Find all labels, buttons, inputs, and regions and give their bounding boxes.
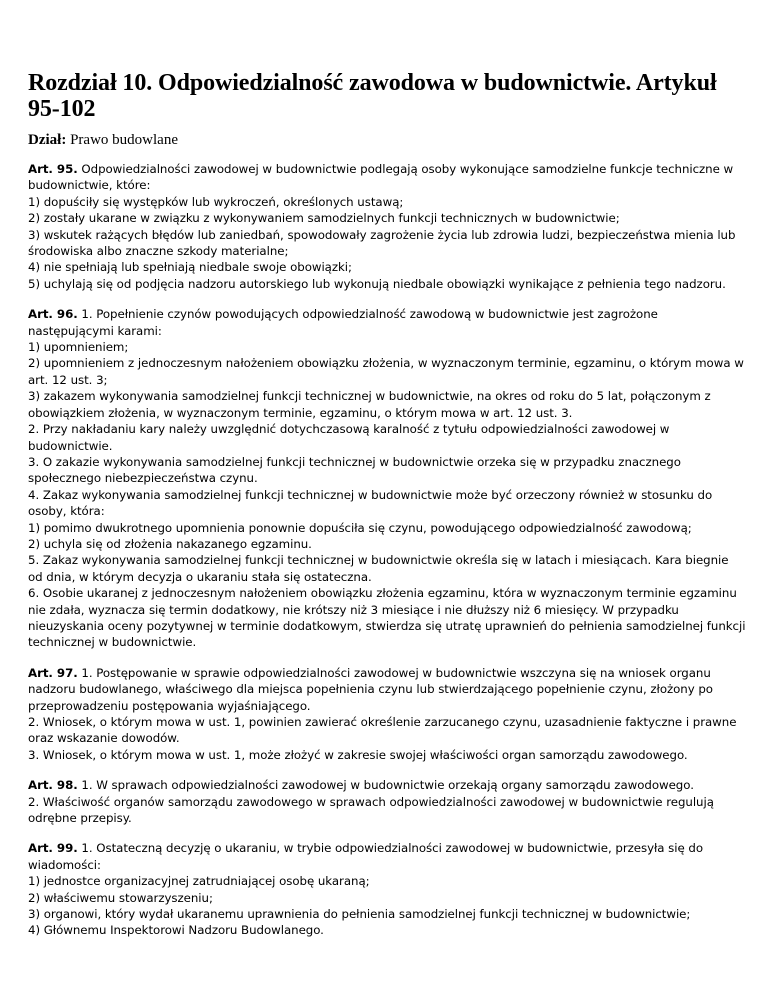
article-line: 1) pomimo dwukrotnego upomnienia ponownie dopuściła się czynu, powodującego odpowiedzialność zawodową; (28, 520, 692, 535)
article-99 (28, 840, 746, 938)
article-line: 2) właściwemu stowarzyszeniu; (28, 890, 213, 905)
article-96 (28, 306, 746, 651)
article-line: 2. Wniosek, o którym mowa w ust. 1, powinien zawierać określenie zarzucanego czynu, uzasadnienie faktyczne i prawne oraz wskazanie dowodów. (28, 715, 737, 746)
article-intro (28, 841, 703, 871)
article-line: 4) nie spełniają lub spełniają niedbale swoje obowiązki; (28, 260, 352, 275)
article-intro-text: 1. W sprawach odpowiedzialności zawodowej w budownictwie orzekają organy samorządu zawodowego. (81, 778, 694, 793)
article-line: 1) jednostce organizacyjnej zatrudniającej osobę ukaraną; (28, 874, 370, 889)
article-intro (28, 162, 733, 192)
article-line: 3) organowi, który wydał ukaranemu uprawnienia do pełnienia samodzielnej funkcji technicznej w budownictwie; (28, 907, 691, 922)
article-label: Art. 97. (28, 665, 78, 680)
article-intro-text: 1. Ostateczną decyzję o ukaraniu, w trybie odpowiedzialności zawodowej w budownictwie, przesyła się do wiadomości: (28, 841, 704, 872)
articles-list (28, 161, 746, 939)
article-line: 2) uchyla się od złożenia nakazanego egzaminu. (28, 536, 312, 551)
article-label: Art. 99. (28, 841, 78, 856)
page-title: Rozdział 10. Odpowiedzialność zawodowa w budownictwie. Artykuł 95-102 (28, 70, 717, 122)
article-intro-text: 1. Popełnienie czynów powodujących odpowiedzialność zawodową w budownictwie jest zagrożone następującymi karami: (28, 307, 658, 338)
article-line: 3. O zakazie wykonywania samodzielnej funkcji technicznej w budownictwie orzeka się w przypadku znacznego społecznego niebezpieczeństwa czynu. (28, 454, 681, 486)
article-line: 3) zakazem wykonywania samodzielnej funkcji technicznej w budownictwie, na okres od roku do 5 lat, połączonym z obowiązkiem złożenia, w wyznaczonym terminie, egzaminu, o którym mowa w art. 12 ust. 3. (28, 389, 711, 420)
article-line: 6. Osobie ukaranej z jednoczesnym nałożeniem obowiązku złożenia egzaminu, która w wyznaczonym terminie egzaminu nie zdała, wyznacza się termin dodatkowy, nie krótszy niż 3 miesiące i nie dłuższy niż 6 miesięcy. W przypadku nieuzyskania oceny pozytywnej w terminie dodatkowym, stwierdza się utratę uprawnień do pełnienia samodzielnej funkcji technicznej w budownictwie. (28, 586, 746, 650)
article-line: 2) zostały ukarane w związku z wykonywaniem samodzielnych funkcji technicznych w budownictwie; (28, 211, 620, 226)
article-95 (28, 161, 746, 292)
article-label: Art. 96. (28, 307, 78, 322)
article-line: 1) dopuściły się występków lub wykroczeń, określonych ustawą; (28, 194, 404, 209)
article-intro-text: 1. Postępowanie w sprawie odpowiedzialności zawodowej w budownictwie wszczyna się na wniosek organu nadzoru budowlanego, właściwego dla miejsca popełnienia czynu lub stwierdzającego popełnienie czynu, złożony po przeprowadzeniu postępowania wyjaśniającego. (28, 665, 713, 713)
article-intro (28, 307, 658, 337)
article-line: 2) upomnieniem z jednoczesnym nałożeniem obowiązku złożenia, w wyznaczonym terminie, egzaminu, o którym mowa w art. 12 ust. 3; (28, 356, 744, 387)
article-intro-text: Odpowiedzialności zawodowej w budownictwie podlegają osoby wykonujące samodzielne funkcje techniczne w budownictwie, które: (28, 162, 734, 193)
section-value: Prawo budowlane (70, 132, 178, 148)
article-line: 3. Wniosek, o którym mowa w ust. 1, może złożyć w zakresie swojej właściwości organ samorządu zawodowego. (28, 747, 688, 762)
article-line: 1) upomnieniem; (28, 340, 129, 355)
article-line: 4) Głównemu Inspektorowi Nadzoru Budowlanego. (28, 923, 324, 938)
article-label: Art. 98. (28, 778, 78, 793)
article-intro (28, 666, 713, 713)
article-line: 4. Zakaz wykonywania samodzielnej funkcji technicznej w budownictwie może być orzeczony również w stosunku do osoby, która: (28, 487, 713, 519)
article-line: 2. Właściwość organów samorządu zawodowego w sprawach odpowiedzialności zawodowej w budownictwie regulują odrębne przepisy. (28, 794, 714, 826)
article-line: 5) uchylają się od podjęcia nadzoru autorskiego lub wykonują niedbale obowiązki wynikające z pełnienia tego nadzoru. (28, 276, 726, 291)
article-line: 5. Zakaz wykonywania samodzielnej funkcji technicznej w budownictwie określa się w latach i miesiącach. Kara biegnie od dnia, w którym decyzja o ukaraniu stała się ostateczna. (28, 553, 729, 584)
article-intro (28, 778, 694, 792)
article-line: 3) wskutek rażących błędów lub zaniedbań, spowodowały zagrożenie życia lub zdrowia ludzi, bezpieczeństwa mienia lub środowiska albo znaczne szkody materialne; (28, 227, 736, 259)
article-98 (28, 777, 746, 826)
article-97 (28, 665, 746, 763)
article-label: Art. 95. (28, 162, 78, 176)
article-line: 2. Przy nakładaniu kary należy uwzględnić dotychczasową karalność z tytułu odpowiedzialności zawodowej w budownictwie. (28, 422, 670, 453)
section-line (28, 131, 746, 149)
section-label: Dział: (28, 132, 67, 148)
document-page (28, 0, 746, 939)
